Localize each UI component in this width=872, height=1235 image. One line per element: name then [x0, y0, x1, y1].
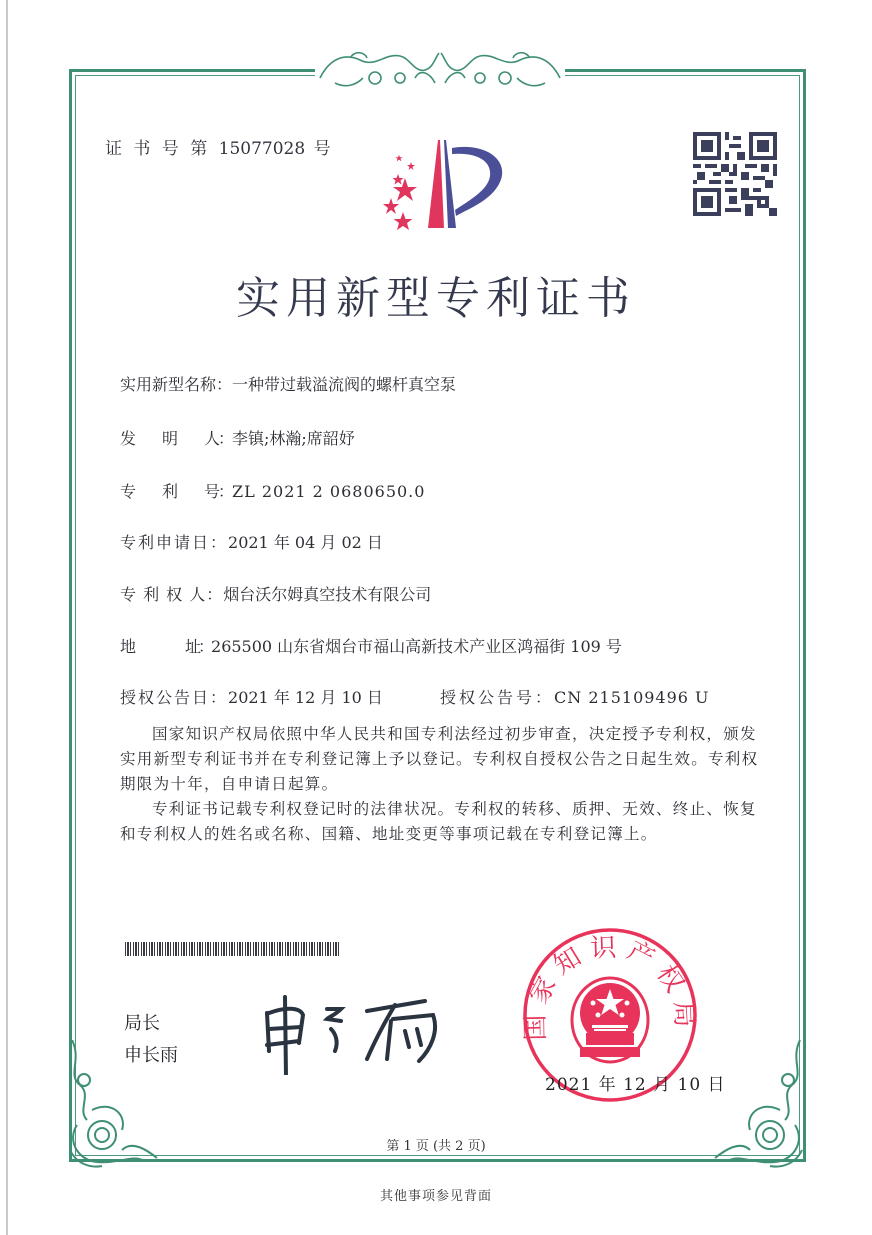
- scan-edge: [6, 0, 8, 1235]
- field-value: 265500 山东省烟台市福山高新技术产业区鸿福街 109 号: [211, 637, 622, 656]
- field-label: 专 利 号：: [120, 482, 233, 501]
- field-grant-announcement-number: [440, 685, 710, 708]
- seal-date: 2021 年 12 月 10 日: [545, 1075, 726, 1095]
- field-patent-number: [120, 479, 425, 502]
- field-utility-model-name: [120, 372, 456, 395]
- field-label: 实用新型名称：: [120, 375, 233, 394]
- director-block: [124, 1008, 178, 1072]
- field-patentee: [120, 582, 431, 605]
- page-indicator: 第 1 页 (共 2 页): [386, 1139, 486, 1154]
- field-application-date: [120, 530, 383, 553]
- field-label: 授权公告日：: [120, 688, 229, 707]
- director-title: 局长: [124, 1013, 160, 1034]
- certificate-number-label: 证 书 号 第: [105, 139, 211, 159]
- certificate-number-suffix: 号: [313, 139, 334, 159]
- field-value: 2021 年 04 月 02 日: [228, 533, 383, 552]
- field-label: 专 利 权 人：: [120, 585, 224, 604]
- field-value: 李镇;林瀚;席韶妤: [232, 429, 355, 448]
- certificate-number: [105, 134, 334, 159]
- back-side-note: 其他事项参见背面: [379, 1189, 492, 1204]
- field-value: 烟台沃尔姆真空技术有限公司: [223, 585, 432, 604]
- field-label: 发 明 人：: [120, 429, 233, 448]
- field-address: [120, 634, 622, 657]
- certificate-number-value: 15077028: [218, 139, 306, 159]
- svg-text:国家知识产权局: 国家知识产权局: [520, 932, 700, 1041]
- field-value: CN 215109496 U: [554, 688, 710, 707]
- legal-status-paragraph: 专利证书记载专利权登记时的法律状况。专利权的转移、质押、无效、终止、恢复和专利权人的姓名或名称、国籍、地址变更等事项记载在专利登记簿上。: [120, 800, 757, 843]
- certificate-title: 实用新型专利证书: [236, 273, 636, 324]
- director-name: 申长雨: [124, 1045, 178, 1066]
- grant-statement-paragraph: 国家知识产权局依照中华人民共和国专利法经过初步审查，决定授予专利权，颁发实用新型专利证书并在专利登记簿上予以登记。专利权自授权公告之日起生效。专利权期限为十年，自申请日起算。: [120, 725, 759, 793]
- director-signature-icon: [255, 985, 455, 1075]
- field-label: 专利申请日：: [120, 533, 229, 552]
- barcode-icon: [125, 942, 339, 956]
- top-dragon-ornament-icon: [315, 48, 565, 93]
- field-value: 2021 年 12 月 10 日: [228, 688, 383, 707]
- qr-code-icon: [693, 132, 777, 216]
- field-label: 地 址：: [120, 637, 212, 656]
- field-inventors: [120, 426, 355, 449]
- field-label: 授权公告号：: [440, 688, 555, 707]
- field-grant-date: [120, 685, 383, 708]
- field-value: 一种带过载溢流阀的螺杆真空泵: [232, 375, 457, 394]
- cnipa-logo-icon: [370, 130, 510, 230]
- field-value: ZL 2021 2 0680650.0: [232, 482, 426, 501]
